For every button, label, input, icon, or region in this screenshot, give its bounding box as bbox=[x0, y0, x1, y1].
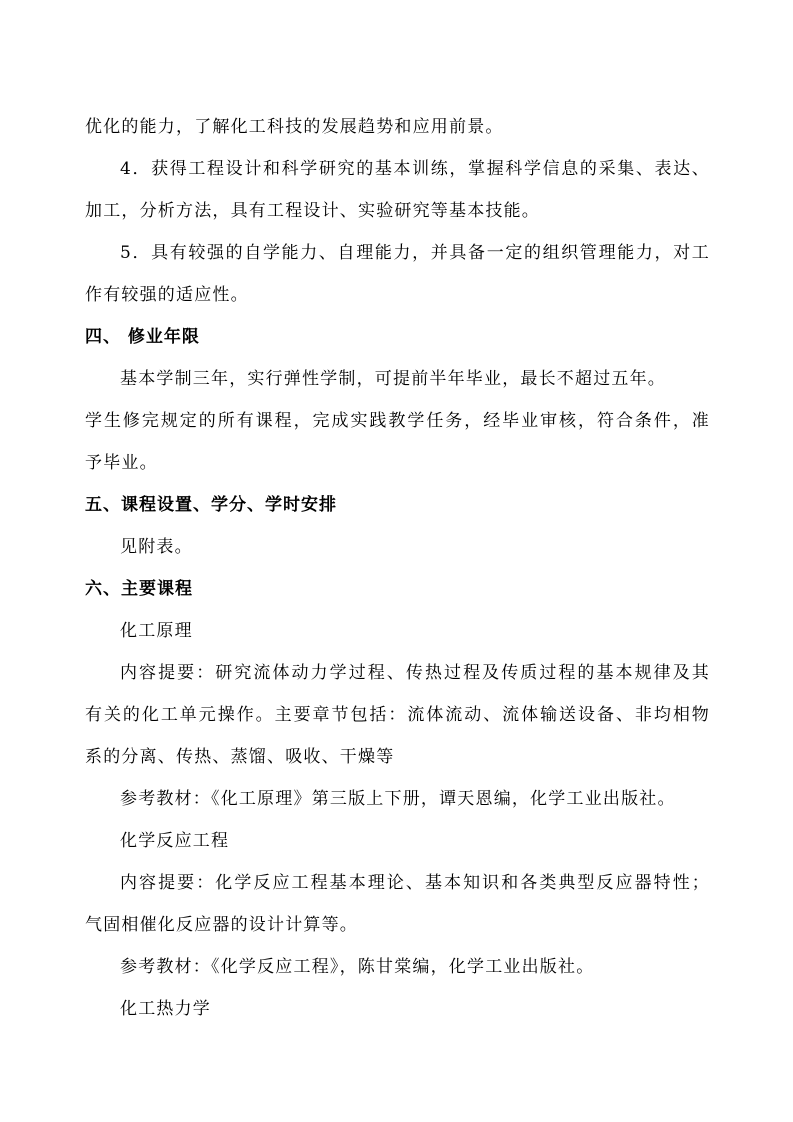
course-title: 化学反应工程 bbox=[120, 831, 230, 851]
course-summary-line: 系的分离、传热、蒸馏、吸收、干燥等 bbox=[85, 747, 395, 767]
course-title: 化工热力学 bbox=[120, 999, 211, 1019]
list-item-4-line: 4．获得工程设计和科学研究的基本训练，掌握科学信息的采集、表达、 bbox=[120, 159, 710, 179]
paragraph-line: 学生修完规定的所有课程，完成实践教学任务，经毕业审核，符合条件，准 bbox=[85, 411, 710, 431]
course-summary-line: 内容提要：化学反应工程基本理论、基本知识和各类典型反应器特性； bbox=[120, 873, 710, 893]
paragraph-line: 基本学制三年，实行弹性学制，可提前半年毕业，最长不超过五年。 bbox=[120, 369, 666, 389]
section-heading-6: 六、主要课程 bbox=[85, 579, 193, 599]
course-summary-line: 气固相催化反应器的设计计算等。 bbox=[85, 915, 358, 935]
paragraph-line: 予毕业。 bbox=[85, 453, 158, 473]
paragraph-line: 优化的能力，了解化工科技的发展趋势和应用前景。 bbox=[85, 117, 504, 137]
list-item-4-continuation: 加工，分析方法，具有工程设计、实验研究等基本技能。 bbox=[85, 201, 540, 221]
course-summary-line: 有关的化工单元操作。主要章节包括：流体流动、流体输送设备、非均相物 bbox=[85, 705, 710, 725]
course-summary-line: 内容提要：研究流体动力学过程、传热过程及传质过程的基本规律及其 bbox=[120, 663, 710, 683]
course-title: 化工原理 bbox=[120, 621, 193, 641]
section-heading-4: 四、 修业年限 bbox=[85, 327, 200, 347]
section-heading-5: 五、课程设置、学分、学时安排 bbox=[85, 495, 337, 515]
course-reference: 参考教材：《化学反应工程》，陈甘棠编，化学工业出版社。 bbox=[120, 957, 595, 977]
paragraph-line: 见附表。 bbox=[120, 537, 193, 557]
list-item-5-line: 5．具有较强的自学能力、自理能力，并具备一定的组织管理能力，对工 bbox=[120, 243, 710, 263]
course-reference: 参考教材：《化工原理》第三版上下册，谭天恩编，化学工业出版社。 bbox=[120, 789, 676, 809]
list-item-5-continuation: 作有较强的适应性。 bbox=[85, 285, 249, 305]
